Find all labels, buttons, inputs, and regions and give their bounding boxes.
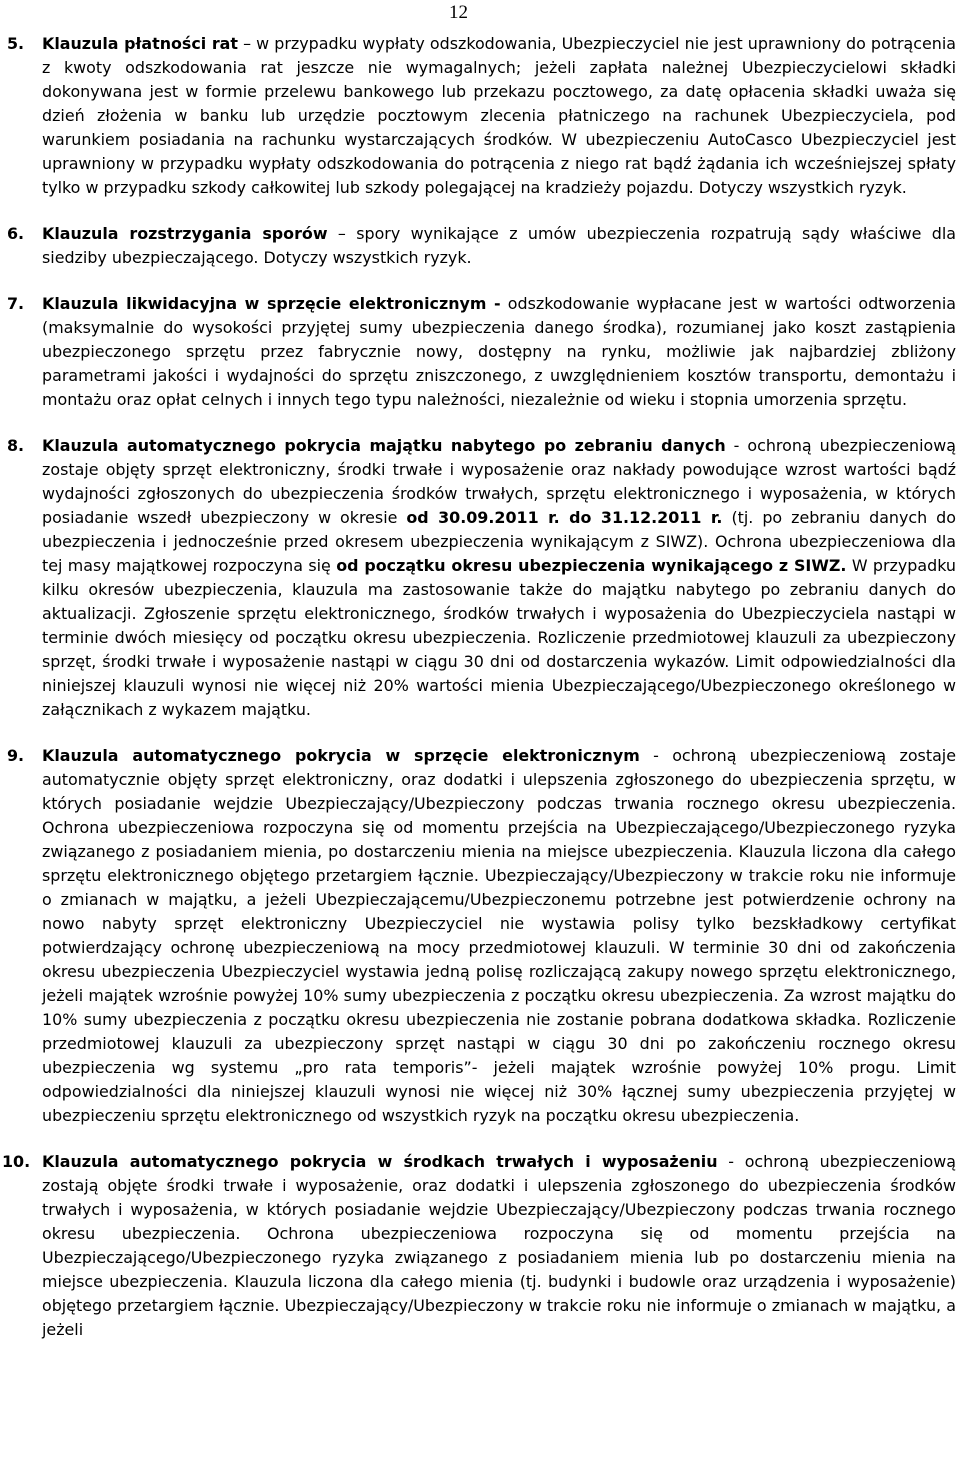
clause-8 (7, 434, 957, 722)
clause-number: 10. (2, 1152, 31, 1171)
clause-date-range: od 30.09.2011 r. do 31.12.2011 r. (406, 508, 723, 527)
clause-emphasis: od początku okresu ubezpieczenia wynikającego z SIWZ. (336, 556, 847, 575)
clause-10 (2, 1150, 956, 1342)
clause-heading: Klauzula rozstrzygania sporów (42, 224, 328, 243)
clause-text: (tj. po zebraniu danych do ubezpieczenia i jednocześnie przed okresem ubezpieczenia wynikającym z SIWZ). Ochrona ubezpieczeniowa dla tej masy majątkowej rozpoczyna się (42, 508, 956, 575)
clause-text: - ochroną ubezpieczeniową zostają objęte środki trwałe i wyposażenie, oraz dodatki i ulepszenia zgłoszonego do ubezpieczenia środków trwałych i wyposażenia, w których posiadanie wejdzie Ubezpieczający/Ubezpieczony podczas trwania rocznego okresu ubezpieczenia. Ochrona ubezpieczeniowa rozpoczyna się od momentu przejścia na Ubezpieczającego/Ubezpieczonego ryzyka związanego z posiadaniem mienia lub po dostarczeniu mienia na miejsce ubezpieczenia. Klauzula liczona dla całego mienia (tj. budynki i budowle oraz urządzenia i wyposażenie) objętego przetargiem łącznie. Ubezpieczający/Ubezpieczony w trakcie roku nie informuje o zmianach w majątku, a jeżeli (42, 1152, 956, 1339)
document-body (2, 32, 957, 1364)
clause-number: 8. (7, 436, 25, 455)
clause-heading: Klauzula automatycznego pokrycia majątku nabytego po zebraniu danych (42, 436, 726, 455)
clause-heading: Klauzula automatycznego pokrycia w sprzęcie elektronicznym (42, 746, 640, 765)
clause-number: 6. (7, 224, 25, 243)
clause-text: – w przypadku wypłaty odszkodowania, Ubezpieczyciel nie jest uprawniony do potrącenia z kwoty odszkodowania rat jeszcze nie wymagalnych; jeżeli zapłata należnej Ubezpieczycielowi składki dokonywana jest w formie przelewu bankowego lub przekazu pocztowego, za datę opłacenia składki uważa się dzień złożenia w banku lub urzędzie pocztowym zlecenia płatniczego na rachunek Ubezpieczyciela, pod warunkiem posiadania na rachunku wystarczających środków. W ubezpieczeniu AutoCasco Ubezpieczyciel jest uprawniony w przypadku wypłaty odszkodowania do potrącenia z niego rat bądź żądania ich wcześniejszej spłaty tylko w przypadku szkody całkowitej lub szkody polegającej na kradzieży pojazdu. Dotyczy wszystkich ryzyk. (42, 34, 956, 197)
clause-number: 9. (7, 746, 25, 765)
clause-9 (7, 744, 956, 1128)
clause-heading: Klauzula automatycznego pokrycia w środkach trwałych i wyposażeniu (42, 1152, 718, 1171)
clause-text: - ochroną ubezpieczeniową zostaje automatycznie objęty sprzęt elektroniczny, oraz dodatki i ulepszenia zgłoszonego do ubezpieczenia sprzętu, w których posiadanie wejdzie Ubezpieczający/Ubezpieczony podczas trwania rocznego okresu ubezpieczenia. Ochrona ubezpieczeniowa rozpoczyna się od momentu przejścia na Ubezpieczającego/Ubezpieczonego ryzyka związanego z posiadaniem mienia, po dostarczeniu mienia na miejsce ubezpieczenia. Klauzula liczona dla całego sprzętu elektronicznego objętego przetargiem łącznie. Ubezpieczający/Ubezpieczony w trakcie roku nie informuje o zmianach w majątku, a jeżeli Ubezpieczającemu/Ubezpieczonemu potrzebne jest potwierdzenie ochrony na nowo nabyty sprzęt elektroniczny Ubezpieczyciel nie wystawia polisy tylko bezskładkowy certyfikat potwierdzający ochronę ubezpieczeniową na mocy przedmiotowej klauzuli. W terminie 30 dni od zakończenia okresu ubezpieczenia Ubezpieczyciel wystawia jedną polisę rozliczającą zakupy nowego sprzętu elektronicznego, jeżeli majątek wzrośnie powyżej 10% sumy ubezpieczenia z początku okresu ubezpieczenia. Za wzrost majątku do 10% sumy ubezpieczenia z początku okresu ubezpieczenia nie zostanie pobrana dodatkowa składka. Rozliczenie przedmiotowej klauzuli za ubezpieczony sprzęt nastąpi w ciągu 30 dni po zakończeniu rocznego okresu ubezpieczenia wg systemu „pro rata temporis”- jeżeli majątek wzrośnie powyżej 10% progu. Limit odpowiedzialności dla niniejszej klauzuli wynosi nie więcej niż 30% łącznej sumy ubezpieczenia przyjętej w ubezpieczeniu sprzętu elektronicznego od wszystkich ryzyk na początku okresu ubezpieczenia. (42, 746, 956, 1125)
clause-5 (7, 32, 956, 200)
clause-heading: Klauzula likwidacyjna w sprzęcie elektronicznym - (42, 294, 501, 313)
page-number: 12 (449, 2, 468, 23)
clause-number: 5. (7, 34, 25, 53)
clause-6 (7, 222, 956, 270)
clause-7 (7, 292, 956, 412)
clause-heading: Klauzula płatności rat (42, 34, 238, 53)
clause-text: odszkodowanie wypłacane jest w wartości odtworzenia (maksymalnie do wysokości przyjętej sumy ubezpieczenia danego środka), rozumianej jako koszt zastąpienia ubezpieczonego sprzętu przez fabrycznie nowy, dostępny na rynku, możliwie jak najbardziej zbliżony parametrami jakości i wydajności do sprzętu zniszczonego, z uwzględnieniem kosztów transportu, demontażu i montażu oraz opłat celnych i innych tego typu należności, niezależnie od wieku i stopnia umorzenia sprzętu. (42, 294, 956, 409)
clause-number: 7. (7, 294, 25, 313)
clause-text: W przypadku kilku okresów ubezpieczenia, klauzula ma zastosowanie także do majątku nabytego po zebraniu danych do aktualizacji. Zgłoszenie sprzętu elektronicznego, środków trwałych i wyposażenia do Ubezpieczyciela nastąpi w terminie dwóch miesięcy od początku okresu ubezpieczenia. Rozliczenie przedmiotowej klauzuli za ubezpieczony sprzęt, środki trwałe i wyposażenie nastąpi w ciągu 30 dni od dostarczenia wykazów. Limit odpowiedzialności dla niniejszej klauzuli wynosi nie więcej niż 20% wartości mienia Ubezpieczającego/Ubezpieczonego określonego w załącznikach z wykazem majątku. (42, 556, 956, 719)
clause-text: – spory wynikające z umów ubezpieczenia rozpatrują sądy właściwe dla siedziby ubezpieczającego. Dotyczy wszystkich ryzyk. (42, 224, 956, 267)
clause-text: - ochroną ubezpieczeniową zostaje objęty sprzęt elektroniczny, środki trwałe i wyposażenie oraz nakłady powodujące wzrost wartości bądź wydajności zgłoszonych do ubezpieczenia środków trwałych, sprzętu elektronicznego i wyposażenia, w których posiadanie wszedł ubezpieczony w okresie (42, 436, 957, 527)
